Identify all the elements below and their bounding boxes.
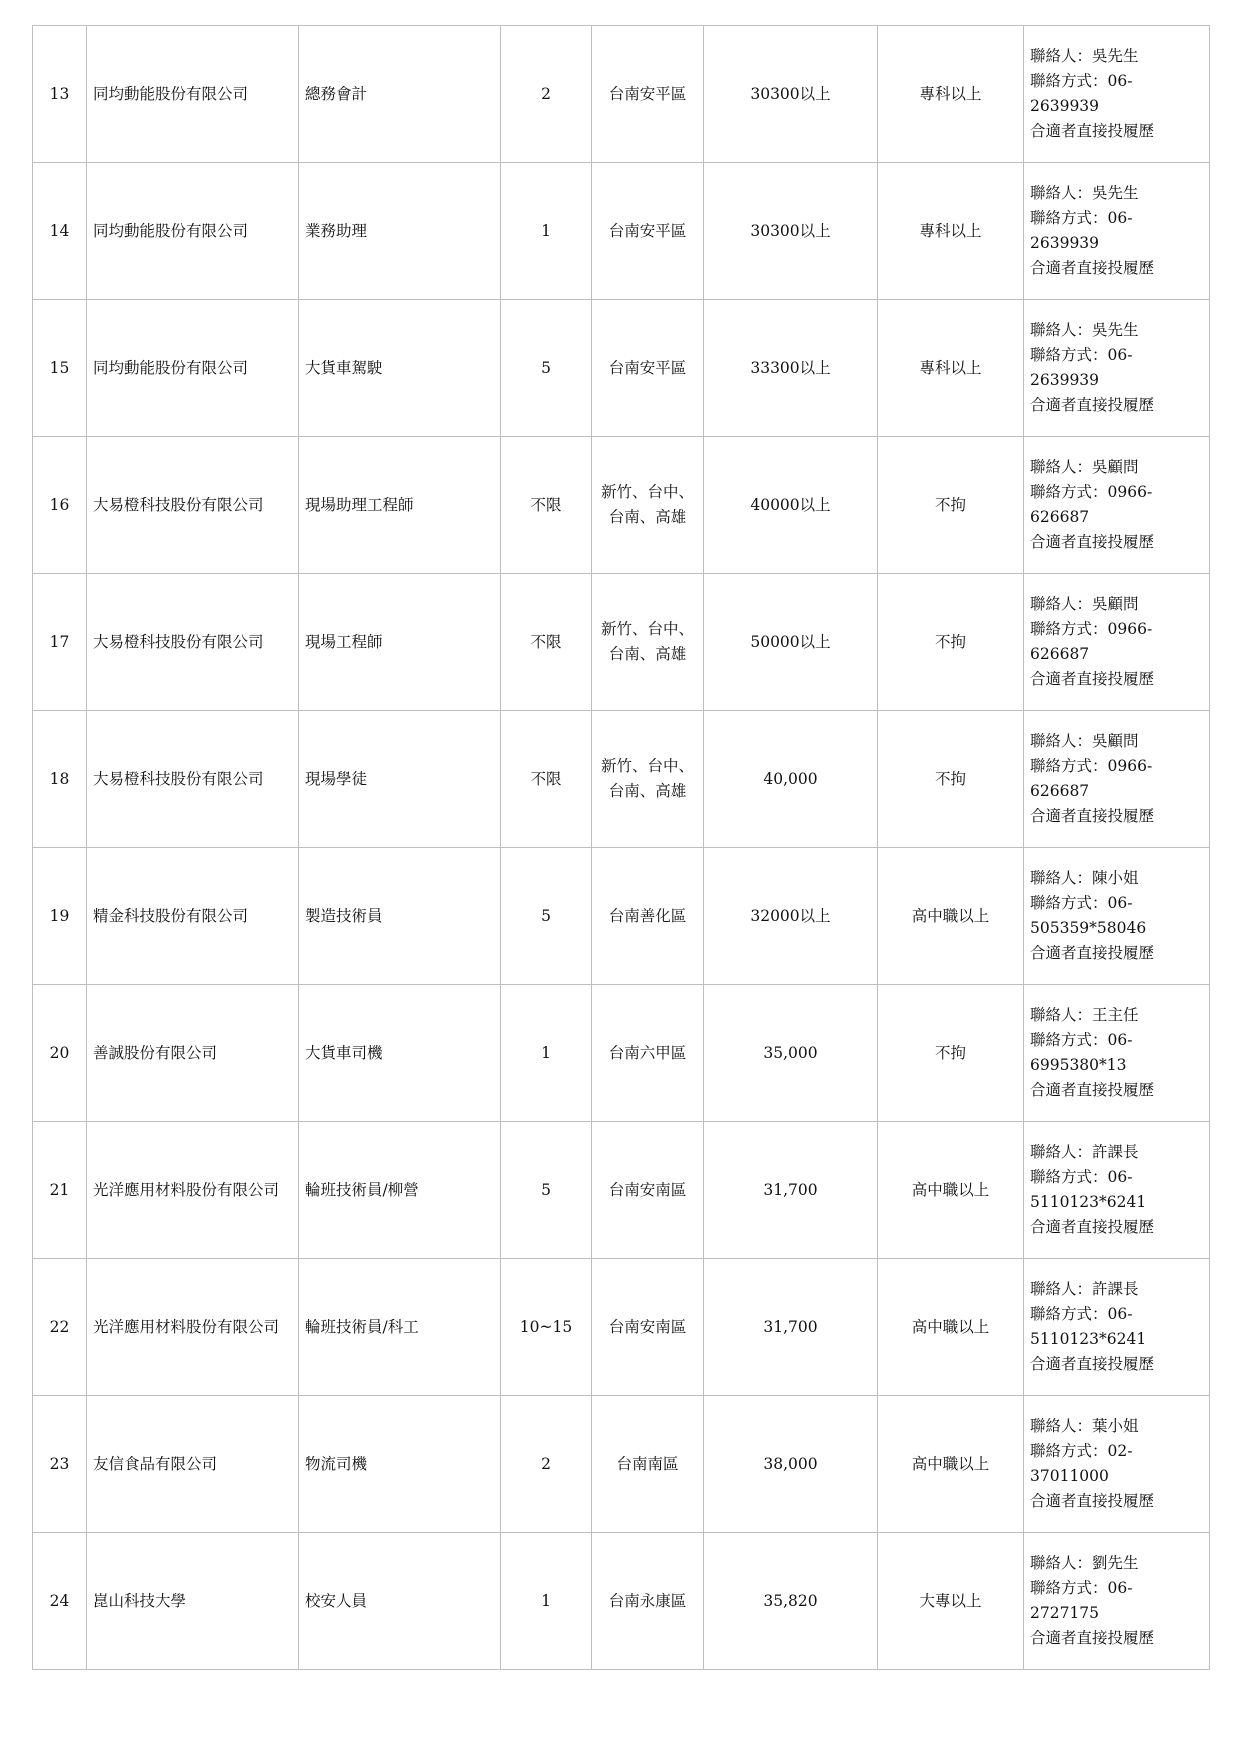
education-requirement: 專科以上 [878,300,1024,437]
contact-info [1024,1533,1210,1670]
work-location: 新竹、台中、台南、高雄 [592,574,704,711]
work-location: 台南南區 [592,1396,704,1533]
education-requirement: 不拘 [878,985,1024,1122]
job-title: 現場工程師 [299,574,501,711]
table-row [33,163,1210,300]
salary: 40,000 [704,711,878,848]
contact-note: 合適者直接投履歷 [1030,122,1155,140]
company-name: 大易橙科技股份有限公司 [87,437,299,574]
contact-note: 合適者直接投履歷 [1030,1081,1155,1099]
company-name: 大易橙科技股份有限公司 [87,711,299,848]
contact-method: 聯絡方式：0966- [1030,757,1153,775]
education-requirement: 不拘 [878,711,1024,848]
job-title: 製造技術員 [299,848,501,985]
company-name: 光洋應用材料股份有限公司 [87,1259,299,1396]
salary: 40000以上 [704,437,878,574]
openings-count: 不限 [501,574,592,711]
salary: 30300以上 [704,163,878,300]
contact-phone: 626687 [1030,645,1090,663]
contact-info [1024,1122,1210,1259]
table-row [33,711,1210,848]
contact-person: 聯絡人：劉先生 [1030,1554,1139,1572]
education-requirement: 不拘 [878,437,1024,574]
job-title: 校安人員 [299,1533,501,1670]
salary: 31,700 [704,1122,878,1259]
openings-count: 2 [501,26,592,163]
contact-note: 合適者直接投履歷 [1030,1218,1155,1236]
openings-count: 1 [501,1533,592,1670]
education-requirement: 高中職以上 [878,1396,1024,1533]
job-title: 輪班技術員/科工 [299,1259,501,1396]
contact-phone: 2727175 [1030,1604,1100,1622]
contact-info [1024,300,1210,437]
job-title: 現場助理工程師 [299,437,501,574]
openings-count: 5 [501,848,592,985]
salary: 50000以上 [704,574,878,711]
work-location: 台南六甲區 [592,985,704,1122]
education-requirement: 高中職以上 [878,848,1024,985]
work-location: 台南安南區 [592,1122,704,1259]
contact-info [1024,1259,1210,1396]
contact-person: 聯絡人：許課長 [1030,1143,1139,1161]
work-location: 新竹、台中、台南、高雄 [592,437,704,574]
openings-count: 5 [501,300,592,437]
company-name: 崑山科技大學 [87,1533,299,1670]
contact-person: 聯絡人：陳小姐 [1030,869,1139,887]
contact-method: 聯絡方式：0966- [1030,620,1153,638]
row-number: 23 [33,1396,87,1533]
table-row [33,1533,1210,1670]
contact-person: 聯絡人：吳顧問 [1030,595,1139,613]
contact-person: 聯絡人：吳先生 [1030,321,1139,339]
company-name: 大易橙科技股份有限公司 [87,574,299,711]
table-row [33,26,1210,163]
contact-person: 聯絡人：王主任 [1030,1006,1139,1024]
contact-method: 聯絡方式：06- [1030,1579,1133,1597]
salary: 33300以上 [704,300,878,437]
salary: 31,700 [704,1259,878,1396]
contact-note: 合適者直接投履歷 [1030,259,1155,277]
job-title: 輪班技術員/柳營 [299,1122,501,1259]
contact-phone: 2639939 [1030,97,1100,115]
contact-phone: 626687 [1030,782,1090,800]
company-name: 善誠股份有限公司 [87,985,299,1122]
openings-count: 不限 [501,437,592,574]
company-name: 光洋應用材料股份有限公司 [87,1122,299,1259]
row-number: 13 [33,26,87,163]
table-row [33,848,1210,985]
job-title: 大貨車駕駛 [299,300,501,437]
work-location: 台南安平區 [592,26,704,163]
row-number: 18 [33,711,87,848]
company-name: 友信食品有限公司 [87,1396,299,1533]
contact-note: 合適者直接投履歷 [1030,944,1155,962]
row-number: 19 [33,848,87,985]
job-title: 物流司機 [299,1396,501,1533]
contact-info [1024,437,1210,574]
salary: 32000以上 [704,848,878,985]
openings-count: 1 [501,163,592,300]
job-title: 大貨車司機 [299,985,501,1122]
openings-count: 10~15 [501,1259,592,1396]
row-number: 20 [33,985,87,1122]
contact-note: 合適者直接投履歷 [1030,670,1155,688]
job-title: 業務助理 [299,163,501,300]
contact-phone: 5110123*6241 [1030,1193,1147,1211]
contact-phone: 37011000 [1030,1467,1109,1485]
company-name: 同均動能股份有限公司 [87,163,299,300]
table-row [33,437,1210,574]
education-requirement: 高中職以上 [878,1122,1024,1259]
contact-method: 聯絡方式：0966- [1030,483,1153,501]
company-name: 同均動能股份有限公司 [87,300,299,437]
job-title: 現場學徒 [299,711,501,848]
contact-method: 聯絡方式：06- [1030,1168,1133,1186]
contact-info [1024,26,1210,163]
work-location: 台南安南區 [592,1259,704,1396]
contact-method: 聯絡方式：06- [1030,209,1133,227]
openings-count: 5 [501,1122,592,1259]
job-title: 總務會計 [299,26,501,163]
education-requirement: 高中職以上 [878,1259,1024,1396]
education-requirement: 專科以上 [878,26,1024,163]
row-number: 17 [33,574,87,711]
salary: 35,000 [704,985,878,1122]
contact-method: 聯絡方式：06- [1030,1031,1133,1049]
row-number: 22 [33,1259,87,1396]
salary: 38,000 [704,1396,878,1533]
row-number: 21 [33,1122,87,1259]
work-location: 台南安平區 [592,163,704,300]
salary: 35,820 [704,1533,878,1670]
contact-person: 聯絡人：吳顧問 [1030,458,1139,476]
row-number: 14 [33,163,87,300]
contact-info [1024,711,1210,848]
education-requirement: 專科以上 [878,163,1024,300]
company-name: 精金科技股份有限公司 [87,848,299,985]
contact-info [1024,574,1210,711]
contact-phone: 5110123*6241 [1030,1330,1147,1348]
education-requirement: 大專以上 [878,1533,1024,1670]
contact-phone: 6995380*13 [1030,1056,1127,1074]
table-row [33,574,1210,711]
row-number: 16 [33,437,87,574]
openings-count: 1 [501,985,592,1122]
openings-count: 2 [501,1396,592,1533]
contact-note: 合適者直接投履歷 [1030,533,1155,551]
education-requirement: 不拘 [878,574,1024,711]
table-body [33,26,1210,1670]
contact-person: 聯絡人：吳顧問 [1030,732,1139,750]
contact-method: 聯絡方式：06- [1030,1305,1133,1323]
table-row [33,1396,1210,1533]
contact-person: 聯絡人：吳先生 [1030,47,1139,65]
company-name: 同均動能股份有限公司 [87,26,299,163]
contact-note: 合適者直接投履歷 [1030,1355,1155,1373]
contact-info [1024,848,1210,985]
contact-note: 合適者直接投履歷 [1030,1492,1155,1510]
contact-method: 聯絡方式：06- [1030,346,1133,364]
contact-info [1024,1396,1210,1533]
contact-person: 聯絡人：許課長 [1030,1280,1139,1298]
row-number: 24 [33,1533,87,1670]
contact-note: 合適者直接投履歷 [1030,1629,1155,1647]
work-location: 新竹、台中、台南、高雄 [592,711,704,848]
contact-phone: 2639939 [1030,371,1100,389]
contact-method: 聯絡方式：06- [1030,894,1133,912]
contact-method: 聯絡方式：02- [1030,1442,1133,1460]
contact-phone: 626687 [1030,508,1090,526]
work-location: 台南安平區 [592,300,704,437]
table-row [33,300,1210,437]
row-number: 15 [33,300,87,437]
contact-info [1024,163,1210,300]
salary: 30300以上 [704,26,878,163]
contact-method: 聯絡方式：06- [1030,72,1133,90]
contact-phone: 2639939 [1030,234,1100,252]
contact-phone: 505359*58046 [1030,919,1147,937]
work-location: 台南善化區 [592,848,704,985]
contact-person: 聯絡人：葉小姐 [1030,1417,1139,1435]
table-row [33,985,1210,1122]
work-location: 台南永康區 [592,1533,704,1670]
contact-note: 合適者直接投履歷 [1030,396,1155,414]
openings-count: 不限 [501,711,592,848]
job-listing-table [32,25,1210,1670]
contact-person: 聯絡人：吳先生 [1030,184,1139,202]
table-row [33,1259,1210,1396]
contact-info [1024,985,1210,1122]
contact-note: 合適者直接投履歷 [1030,807,1155,825]
table-row [33,1122,1210,1259]
